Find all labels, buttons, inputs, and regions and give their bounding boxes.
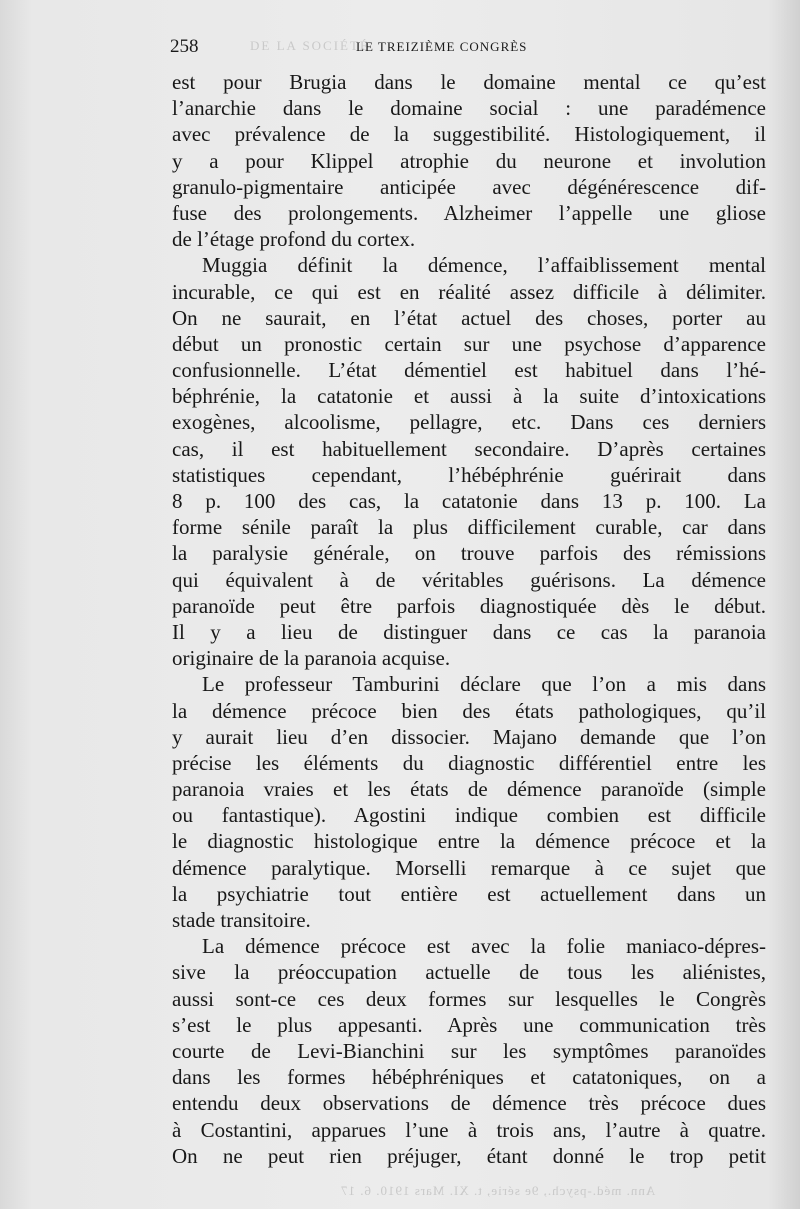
show-through-text-bottom: Ann. méd.-psych., 9e série, t. XI. Mars 1910. 6. 17 — [340, 1183, 656, 1198]
text-line: ou fantastique). Agostini indique combien est difficile — [172, 803, 766, 828]
text-line: à Costantini, apparues l’une à trois ans, l’autre à quatre. — [172, 1117, 766, 1142]
page-number: 258 — [170, 36, 199, 57]
text-line: sive la préoccupation actuelle de tous les aliénistes, — [172, 960, 766, 985]
text-line: Le professeur Tamburini déclare que l’on a mis dans — [202, 672, 766, 697]
body-text — [172, 69, 766, 1169]
text-line: précise les éléments du diagnostic différentiel entre les — [172, 750, 766, 775]
text-line: incurable, ce qui est en réalité assez difficile à délimiter. — [172, 279, 766, 304]
text-line: démence paralytique. Morselli remarque à ce sujet que — [172, 855, 766, 880]
text-line: la psychiatrie tout entière est actuellement dans un — [172, 881, 766, 906]
text-line: paranoia vraies et les états de démence paranoïde (simple — [172, 777, 766, 802]
text-line: le diagnostic histologique entre la démence précoce et la — [172, 829, 766, 854]
text-line: On ne saurait, en l’état actuel des choses, porter au — [172, 305, 766, 330]
text-line: y aurait lieu d’en dissocier. Majano demande que l’on — [172, 724, 766, 749]
text-line: de l’étage profond du cortex. — [172, 227, 416, 252]
text-line: s’est le plus appesanti. Après une communication très — [172, 1012, 766, 1037]
text-line: granulo-pigmentaire anticipée avec dégénérescence dif- — [172, 174, 766, 199]
text-line: forme sénile paraît la plus difficilement curable, car dans — [172, 515, 766, 540]
text-line: début un pronostic certain sur une psychose d’apparence — [172, 331, 766, 356]
text-line: 8 p. 100 des cas, la catatonie dans 13 p. 100. La — [172, 489, 766, 513]
text-line: confusionnelle. L’état démentiel est habituel dans l’hé- — [172, 358, 766, 383]
text-line: béphrénie, la catatonie et aussi à la suite d’intoxications — [172, 384, 766, 409]
text-line: exogènes, alcoolisme, pellagre, etc. Dans ces derniers — [172, 410, 766, 435]
text-line: entendu deux observations de démence très précoce dues — [172, 1091, 766, 1116]
page-header — [170, 36, 766, 60]
text-line: La démence précoce est avec la folie maniaco-dépres- — [202, 934, 766, 959]
text-line: Muggia définit la démence, l’affaiblissement mental — [202, 253, 766, 278]
show-through-text-top: DE LA SOCIÉTÉ — [250, 38, 370, 53]
text-line: avec prévalence de la suggestibilité. Histologiquement, il — [172, 122, 766, 147]
text-line: fuse des prolongements. Alzheimer l’appelle une gliose — [172, 200, 766, 225]
running-head: LE TREIZIÈME CONGRÈS — [356, 39, 528, 54]
text-line: l’anarchie dans le domaine social : une paradémence — [172, 96, 766, 121]
text-line: y a pour Klippel atrophie du neurone et involution — [172, 148, 766, 173]
text-line: stade transitoire. — [172, 908, 311, 932]
text-line: dans les formes hébéphréniques et catatoniques, on a — [172, 1065, 766, 1090]
text-line: paranoïde peut être parfois diagnostiquée dès le début. — [172, 593, 766, 618]
text-line: statistiques cependant, l’hébéphrénie guérirait dans — [172, 462, 766, 487]
text-line: aussi sont-ce ces deux formes sur lesquelles le Congrès — [172, 986, 766, 1011]
text-line: la paralysie générale, on trouve parfois des rémissions — [172, 541, 766, 566]
text-line: On ne peut rien préjuger, étant donné le trop petit — [172, 1143, 766, 1168]
text-line: la démence précoce bien des états pathologiques, qu’il — [172, 698, 766, 723]
text-line: courte de Levi-Bianchini sur les symptômes paranoïdes — [172, 1038, 766, 1063]
text-line: Il y a lieu de distinguer dans ce cas la paranoia — [172, 619, 766, 644]
text-line: originaire de la paranoia acquise. — [172, 646, 451, 671]
text-line: qui équivalent à de véritables guérisons. La démence — [172, 567, 766, 592]
text-line: est pour Brugia dans le domaine mental ce qu’est — [172, 70, 766, 94]
text-line: cas, il est habituellement secondaire. D’après certaines — [172, 436, 766, 461]
